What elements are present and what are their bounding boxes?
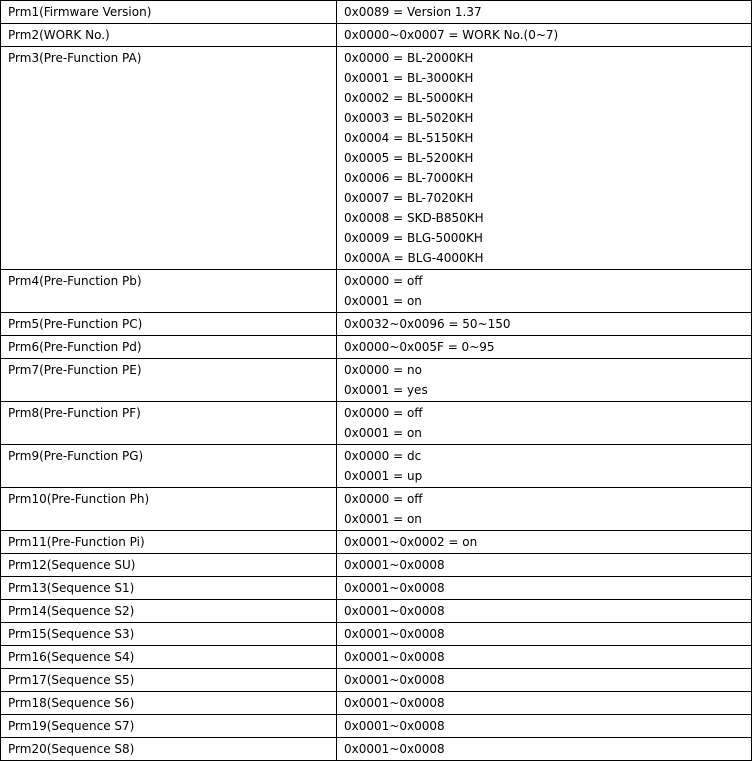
parameter-name-cell xyxy=(1,692,337,715)
parameter-name: Prm4(Pre-Function Pb) xyxy=(8,274,142,288)
parameter-value: 0x0001 = BL-3000KH xyxy=(344,71,474,85)
parameter-name: Prm19(Sequence S7) xyxy=(8,719,135,733)
table-row xyxy=(1,270,752,313)
parameter-value-cell xyxy=(337,577,752,600)
parameter-name-cell xyxy=(1,359,337,402)
parameter-value: 0x0000 = no xyxy=(344,363,422,377)
parameter-value: 0x0000 = off xyxy=(344,274,423,288)
parameter-value-cell xyxy=(337,646,752,669)
parameter-value-cell xyxy=(337,715,752,738)
parameter-value: 0x0005 = BL-5200KH xyxy=(344,151,474,165)
parameter-value: 0x0000~0x005F = 0~95 xyxy=(344,340,495,354)
parameter-value: 0x0089 = Version 1.37 xyxy=(344,5,482,19)
parameter-name-cell xyxy=(1,270,337,313)
parameter-name: Prm6(Pre-Function Pd) xyxy=(8,340,142,354)
parameter-name: Prm16(Sequence S4) xyxy=(8,650,135,664)
table-row xyxy=(1,600,752,623)
parameter-value: 0x0001 = on xyxy=(344,512,422,526)
parameter-name: Prm2(WORK No.) xyxy=(8,28,110,42)
table-row xyxy=(1,715,752,738)
parameter-value-cell xyxy=(337,600,752,623)
parameter-value-cell xyxy=(337,270,752,313)
parameter-value: 0x0004 = BL-5150KH xyxy=(344,131,474,145)
parameter-name: Prm5(Pre-Function PC) xyxy=(8,317,143,331)
parameter-name: Prm18(Sequence S6) xyxy=(8,696,135,710)
parameter-name-cell xyxy=(1,531,337,554)
table-row xyxy=(1,488,752,531)
parameter-name-cell xyxy=(1,336,337,359)
table-row xyxy=(1,554,752,577)
parameter-name: Prm20(Sequence S8) xyxy=(8,742,135,756)
parameter-value-cell xyxy=(337,359,752,402)
parameter-value-cell xyxy=(337,24,752,47)
parameter-value: 0x0000 = off xyxy=(344,406,423,420)
parameter-name-cell xyxy=(1,313,337,336)
table-row xyxy=(1,336,752,359)
parameter-value: 0x0000 = BL-2000KH xyxy=(344,51,474,65)
parameter-name: Prm14(Sequence S2) xyxy=(8,604,135,618)
parameter-value-cell xyxy=(337,336,752,359)
parameter-value-cell xyxy=(337,623,752,646)
parameter-value: 0x0001~0x0008 xyxy=(344,627,445,641)
parameter-name: Prm8(Pre-Function PF) xyxy=(8,406,141,420)
parameter-value-cell xyxy=(337,445,752,488)
parameter-name-cell xyxy=(1,24,337,47)
parameter-name: Prm10(Pre-Function Ph) xyxy=(8,492,150,506)
parameter-value: 0x0001~0x0008 xyxy=(344,696,445,710)
table-row xyxy=(1,669,752,692)
parameter-value-cell xyxy=(337,669,752,692)
table-row xyxy=(1,692,752,715)
parameter-name: Prm12(Sequence SU) xyxy=(8,558,136,572)
parameter-name: Prm17(Sequence S5) xyxy=(8,673,135,687)
parameter-name: Prm1(Firmware Version) xyxy=(8,5,152,19)
parameter-value: 0x0001~0x0008 xyxy=(344,604,445,618)
parameter-name-cell xyxy=(1,577,337,600)
parameter-name: Prm13(Sequence S1) xyxy=(8,581,135,595)
parameter-value: 0x0001~0x0002 = on xyxy=(344,535,478,549)
parameter-name-cell xyxy=(1,715,337,738)
parameter-table-body xyxy=(1,1,752,761)
table-row xyxy=(1,402,752,445)
parameter-value: 0x0000 = dc xyxy=(344,449,422,463)
parameter-name-cell xyxy=(1,669,337,692)
parameter-value: 0x0008 = SKD-B850KH xyxy=(344,211,484,225)
table-row xyxy=(1,1,752,24)
parameter-value-cell xyxy=(337,313,752,336)
parameter-name-cell xyxy=(1,445,337,488)
parameter-value: 0x0001~0x0008 xyxy=(344,673,445,687)
parameter-value: 0x0001~0x0008 xyxy=(344,581,445,595)
parameter-value: 0x0001 = yes xyxy=(344,383,428,397)
parameter-name-cell xyxy=(1,402,337,445)
parameter-value: 0x0003 = BL-5020KH xyxy=(344,111,474,125)
parameter-value: 0x0007 = BL-7020KH xyxy=(344,191,474,205)
table-row xyxy=(1,623,752,646)
parameter-value: 0x0032~0x0096 = 50~150 xyxy=(344,317,511,331)
parameter-name-cell xyxy=(1,600,337,623)
parameter-name: Prm9(Pre-Function PG) xyxy=(8,449,144,463)
parameter-value: 0x0006 = BL-7000KH xyxy=(344,171,474,185)
parameter-value: 0x0000~0x0007 = WORK No.(0~7) xyxy=(344,28,559,42)
parameter-value-cell xyxy=(337,402,752,445)
parameter-name-cell xyxy=(1,646,337,669)
parameter-value: 0x0001~0x0008 xyxy=(344,650,445,664)
parameter-name-cell xyxy=(1,47,337,270)
table-row xyxy=(1,47,752,270)
parameter-value-cell xyxy=(337,47,752,270)
parameter-name: Prm11(Pre-Function Pi) xyxy=(8,535,145,549)
parameter-value: 0x0002 = BL-5000KH xyxy=(344,91,474,105)
parameter-value-cell xyxy=(337,1,752,24)
parameter-value-cell xyxy=(337,488,752,531)
parameter-name-cell xyxy=(1,738,337,761)
parameter-name: Prm7(Pre-Function PE) xyxy=(8,363,142,377)
parameter-value: 0x0001 = up xyxy=(344,469,423,483)
parameter-name-cell xyxy=(1,554,337,577)
table-row xyxy=(1,445,752,488)
parameter-value-cell xyxy=(337,554,752,577)
parameter-value-cell xyxy=(337,738,752,761)
parameter-name-cell xyxy=(1,488,337,531)
parameter-value: 0x000A = BLG-4000KH xyxy=(344,251,484,265)
table-row xyxy=(1,359,752,402)
parameter-name-cell xyxy=(1,1,337,24)
table-row xyxy=(1,577,752,600)
parameter-value: 0x0009 = BLG-5000KH xyxy=(344,231,483,245)
table-row xyxy=(1,531,752,554)
parameter-value-cell xyxy=(337,692,752,715)
table-row xyxy=(1,313,752,336)
table-row xyxy=(1,738,752,761)
parameter-value-cell xyxy=(337,531,752,554)
parameter-value: 0x0001~0x0008 xyxy=(344,719,445,733)
parameter-value: 0x0001~0x0008 xyxy=(344,742,445,756)
parameter-value: 0x0000 = off xyxy=(344,492,423,506)
parameter-name: Prm3(Pre-Function PA) xyxy=(8,51,142,65)
parameter-value: 0x0001 = on xyxy=(344,294,422,308)
parameter-name: Prm15(Sequence S3) xyxy=(8,627,135,641)
parameter-value: 0x0001~0x0008 xyxy=(344,558,445,572)
table-row xyxy=(1,24,752,47)
table-row xyxy=(1,646,752,669)
parameter-value: 0x0001 = on xyxy=(344,426,422,440)
parameter-name-cell xyxy=(1,623,337,646)
